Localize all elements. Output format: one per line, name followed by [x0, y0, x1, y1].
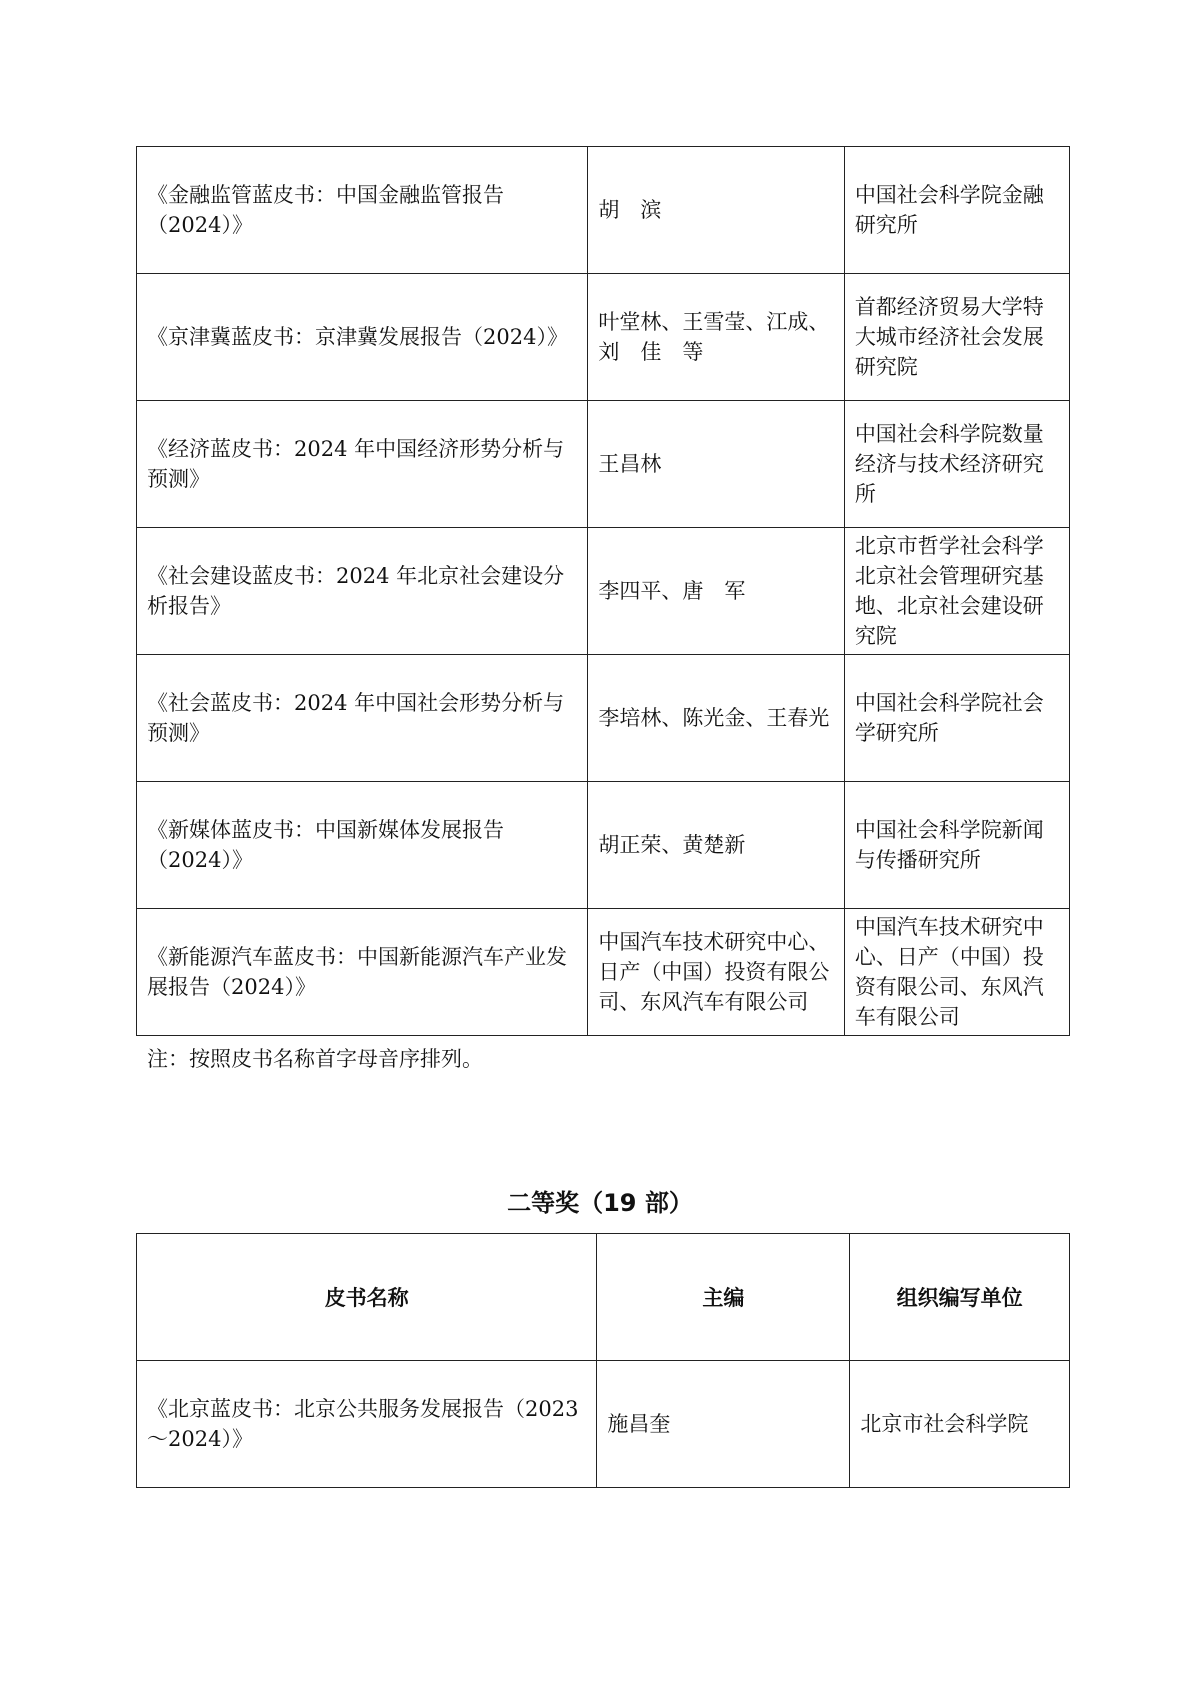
organization-cell: 中国社会科学院数量经济与技术经济研究所 [844, 401, 1069, 528]
organization-cell: 首都经济贸易大学特大城市经济社会发展研究院 [844, 274, 1069, 401]
book-title-cell: 《新能源汽车蓝皮书：中国新能源汽车产业发展报告（2024）》 [137, 909, 588, 1036]
column-header-organization: 组织编写单位 [850, 1234, 1070, 1361]
table-row [137, 655, 1070, 782]
column-header-title: 皮书名称 [137, 1234, 597, 1361]
award-table-second-prize [136, 1233, 1070, 1488]
editor-cell: 李培林、陈光金、王春光 [588, 655, 844, 782]
editor-cell: 王昌林 [588, 401, 844, 528]
book-title-cell: 《北京蓝皮书：北京公共服务发展报告（2023～2024）》 [137, 1361, 597, 1488]
organization-cell: 北京市社会科学院 [850, 1361, 1070, 1488]
book-title-cell: 《社会建设蓝皮书：2024 年北京社会建设分析报告》 [137, 528, 588, 655]
organization-cell: 中国社会科学院社会学研究所 [844, 655, 1069, 782]
column-header-editor: 主编 [597, 1234, 850, 1361]
book-title-cell: 《京津冀蓝皮书：京津冀发展报告（2024）》 [137, 274, 588, 401]
editor-cell: 施昌奎 [597, 1361, 850, 1488]
organization-cell: 北京市哲学社会科学北京社会管理研究基地、北京社会建设研究院 [844, 528, 1069, 655]
organization-cell: 中国汽车技术研究中心、日产（中国）投资有限公司、东风汽车有限公司 [844, 909, 1069, 1036]
sorting-note: 注：按照皮书名称首字母音序排列。 [147, 1047, 483, 1071]
book-title-cell: 《经济蓝皮书：2024 年中国经济形势分析与预测》 [137, 401, 588, 528]
book-title-cell: 《金融监管蓝皮书：中国金融监管报告（2024）》 [137, 147, 588, 274]
organization-cell: 中国社会科学院新闻与传播研究所 [844, 782, 1069, 909]
book-title-cell: 《社会蓝皮书：2024 年中国社会形势分析与预测》 [137, 655, 588, 782]
table-row [137, 147, 1070, 274]
editor-cell: 胡 滨 [588, 147, 844, 274]
table-row [137, 1361, 1070, 1488]
table-row [137, 274, 1070, 401]
award-table-first-prize [136, 146, 1070, 1036]
table-header-row [137, 1234, 1070, 1361]
editor-cell: 李四平、唐 军 [588, 528, 844, 655]
table-row [137, 782, 1070, 909]
book-title-cell: 《新媒体蓝皮书：中国新媒体发展报告（2024）》 [137, 782, 588, 909]
table-row [137, 401, 1070, 528]
second-prize-heading: 二等奖（19 部） [507, 1189, 693, 1217]
table-row [137, 528, 1070, 655]
editor-cell: 叶堂林、王雪莹、江成、刘 佳 等 [588, 274, 844, 401]
editor-cell: 中国汽车技术研究中心、日产（中国）投资有限公司、东风汽车有限公司 [588, 909, 844, 1036]
table-row [137, 909, 1070, 1036]
organization-cell: 中国社会科学院金融研究所 [844, 147, 1069, 274]
editor-cell: 胡正荣、黄楚新 [588, 782, 844, 909]
